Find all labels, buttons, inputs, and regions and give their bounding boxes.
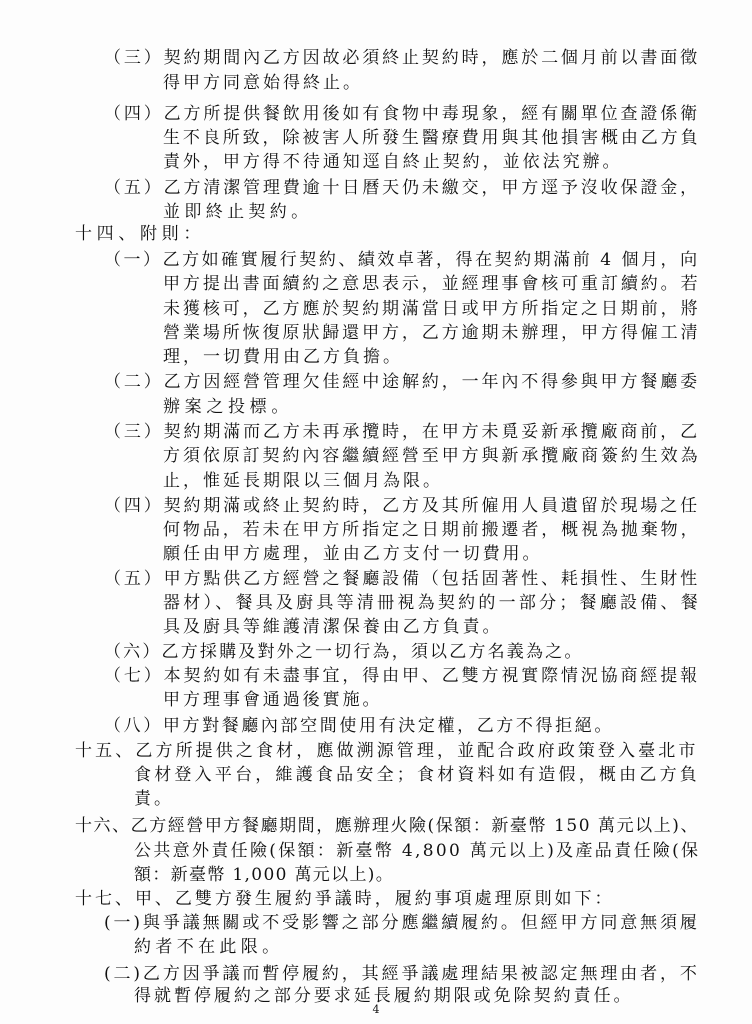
text-line: 責外，甲方得不待通知逕自終止契約，並依法究辦。 [163, 152, 623, 172]
page-number: 4 [372, 1003, 380, 1016]
text-line: 未獲核可，乙方應於契約期滿當日或甲方所指定之日期前，將 [163, 299, 701, 319]
text-line: 止，惟延長期限以三個月為限。 [163, 471, 443, 491]
text-line: （三）契約期間內乙方因故必須終止契約時，應於二個月前以書面徵 [104, 48, 700, 68]
text-line: 得甲方同意始得終止。 [163, 73, 363, 93]
text-line: 約者不在此限。 [134, 937, 284, 957]
text-line: （一）乙方如確實履行契約、績效卓著，得在契約期滿前 4 個月，向 [104, 250, 700, 270]
text-line: 責。 [134, 789, 174, 809]
text-line: （六）乙方採購及對外之一切行為，須以乙方名義為之。 [104, 642, 584, 662]
text-line: 並即終止契約。 [163, 202, 313, 222]
text-line: 願任由甲方處理，並由乙方支付一切費用。 [163, 544, 543, 564]
text-line: （四）乙方所提供餐飲用後如有食物中毒現象，經有關單位查證係衛 [104, 104, 700, 124]
text-line: (二)乙方因爭議而暫停履約，其經爭議處理結果被認定無理由者，不 [104, 964, 700, 984]
text-line: (一)與爭議無關或不受影響之部分應繼續履約。但經甲方同意無須履 [104, 913, 700, 933]
text-line: （五）甲方點供乙方經營之餐廳設備（包括固著性、耗損性、生財性 [104, 569, 700, 589]
text-line: 十五、乙方所提供之食材，應做溯源管理，並配合政府政策登入臺北市 [75, 741, 699, 761]
text-line: 十七、甲、乙雙方發生履約爭議時，履約事項處理原則如下： [75, 889, 615, 909]
text-line: 額：新臺幣 1,000 萬元以上)。 [134, 865, 395, 885]
text-line: 公共意外責任險(保額：新臺幣 4,800 萬元以上)及產品責任險(保 [134, 841, 701, 861]
text-line: 得就暫停履約之部分要求延長履約期限或免除契約責任。 [134, 986, 634, 1006]
text-line: 營業場所恢復原狀歸還甲方，乙方逾期未辦理，甲方得僱工清 [163, 323, 701, 343]
text-line: 具及廚具等維護清潔保養由乙方負責。 [163, 617, 503, 637]
text-line: 理，一切費用由乙方負擔。 [163, 347, 403, 367]
text-line: 十六、乙方經營甲方餐廳期間，應辦理火險(保額：新臺幣 150 萬元以上)、 [75, 816, 700, 836]
text-line: 甲方提出書面續約之意思表示，並經理事會核可重訂續約。若 [163, 274, 701, 294]
text-line: 十四、附則： [75, 224, 205, 244]
text-line: （二）乙方因經營管理欠佳經中途解約，一年內不得參與甲方餐廳委 [104, 372, 700, 392]
text-line: 辦案之投標。 [163, 397, 293, 417]
text-line: （三）契約期滿而乙方未再承攬時，在甲方未覓妥新承攬廠商前，乙 [104, 422, 700, 442]
text-line: 器材）、餐具及廚具等清冊視為契約的一部分；餐廳設備、餐 [163, 593, 701, 613]
text-line: 何物品，若未在甲方所指定之日期前搬遷者，概視為拋棄物， [163, 520, 701, 540]
text-line: 生不良所致，除被害人所發生醫療費用與其他損害概由乙方負 [163, 128, 701, 148]
text-line: 方須依原訂契約內容繼續經營至甲方與新承攬廠商簽約生效為 [163, 446, 701, 466]
text-line: 食材登入平台，維護食品安全；食材資料如有造假，概由乙方負 [134, 765, 700, 785]
text-line: （八）甲方對餐廳內部空間使用有決定權，乙方不得拒絕。 [104, 716, 614, 736]
text-line: 甲方理事會通過後實施。 [163, 690, 383, 710]
text-line: （五）乙方清潔管理費逾十日曆天仍未繳交，甲方逕予沒收保證金， [104, 178, 700, 198]
text-line: （七）本契約如有未盡事宜，得由甲、乙雙方視實際情況協商經提報 [104, 666, 700, 686]
text-line: （四）契約期滿或終止契約時，乙方及其所僱用人員遺留於現場之任 [104, 496, 700, 516]
